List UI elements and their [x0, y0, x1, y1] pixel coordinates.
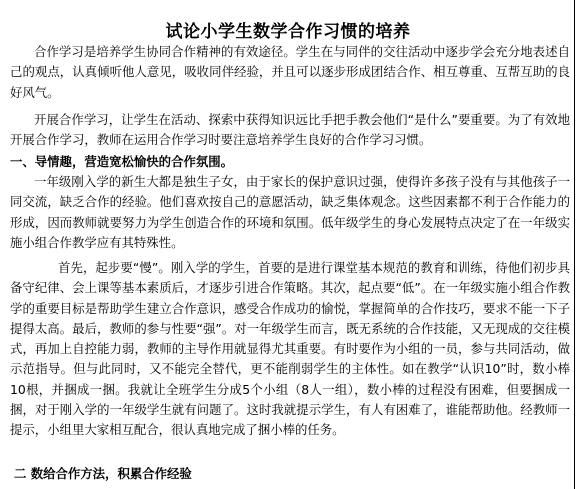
section-heading-1: 一、导情趣，营造宽松愉快的合作氛围。: [10, 154, 234, 169]
page-edge-rule: [574, 0, 575, 489]
paragraph-intro: 合作学习是培养学生协同合作精神的有效途径。学生在与同伴的交往活动中逐步学会充分地表述自己的观点，认真倾听他人意见，吸收同伴经验，并且可以逐步形成团结合作、相互尊重、互帮互助的良好风气。: [10, 44, 570, 100]
document-title: 试论小学生数学合作习惯的培养: [165, 22, 411, 43]
paragraph-section1-method: 首先，起步要“慢”。刚入学的学生，首要的是进行课堂基本规范的教育和训练，待他们初步具备守纪律、会上课等基本素质后，才逐步引进合作策略。其次，起点要“低”。在一年级实施小组合作教学的重要目标是帮助学生建立合作意识，感受合作成功的愉悦，掌握简单的合作技巧，要求不能一下子提得太高。最后，教师的参与性要“强”。对一年级学生而言，既无系统的合作技能，又无现成的交往模式，再加上自控能力弱，教师的主导作用就显得尤其重要。有时要作为小组的一员，参与共同活动，做示范指导。但与此同时，又不能完全替代，更不能削弱学生的主体性。如在教学“认识10”时，数小棒10根，并捆成一捆。我就让全班学生分成5个小组（8人一组），数小棒的过程没有困难，但要捆成一捆，对于刚入学的一年级学生就有问题了。这时我就提示学生，有人有困难了，谁能帮助他。经教师一提示，小组里大家相互配合，很认真地完成了捆小棒的任务。: [10, 260, 570, 438]
section-heading-2: 二 数给合作方法，积累合作经验: [14, 466, 192, 481]
paragraph-section1-background: 一年级刚入学的新生大都是独生子女，由于家长的保护意识过强，使得许多孩子没有与其他孩子一同交流，缺乏合作的经验。他们喜欢按自己的意愿活动，缺乏集体观念。这些因素都不利于合作能力的形成，因而教师就要努力为学生创造合作的环境和氛围。低年级学生的身心发展特点决定了在一年级实施小组合作教学应有其特殊性。: [10, 174, 570, 250]
paragraph-purpose: 开展合作学习，让学生在活动、探索中获得知识远比手把手教会他们“是什么”要重要。为了有效地开展合作学习，教师在运用合作学习时要注意培养学生良好的合作学习习惯。: [10, 112, 570, 148]
